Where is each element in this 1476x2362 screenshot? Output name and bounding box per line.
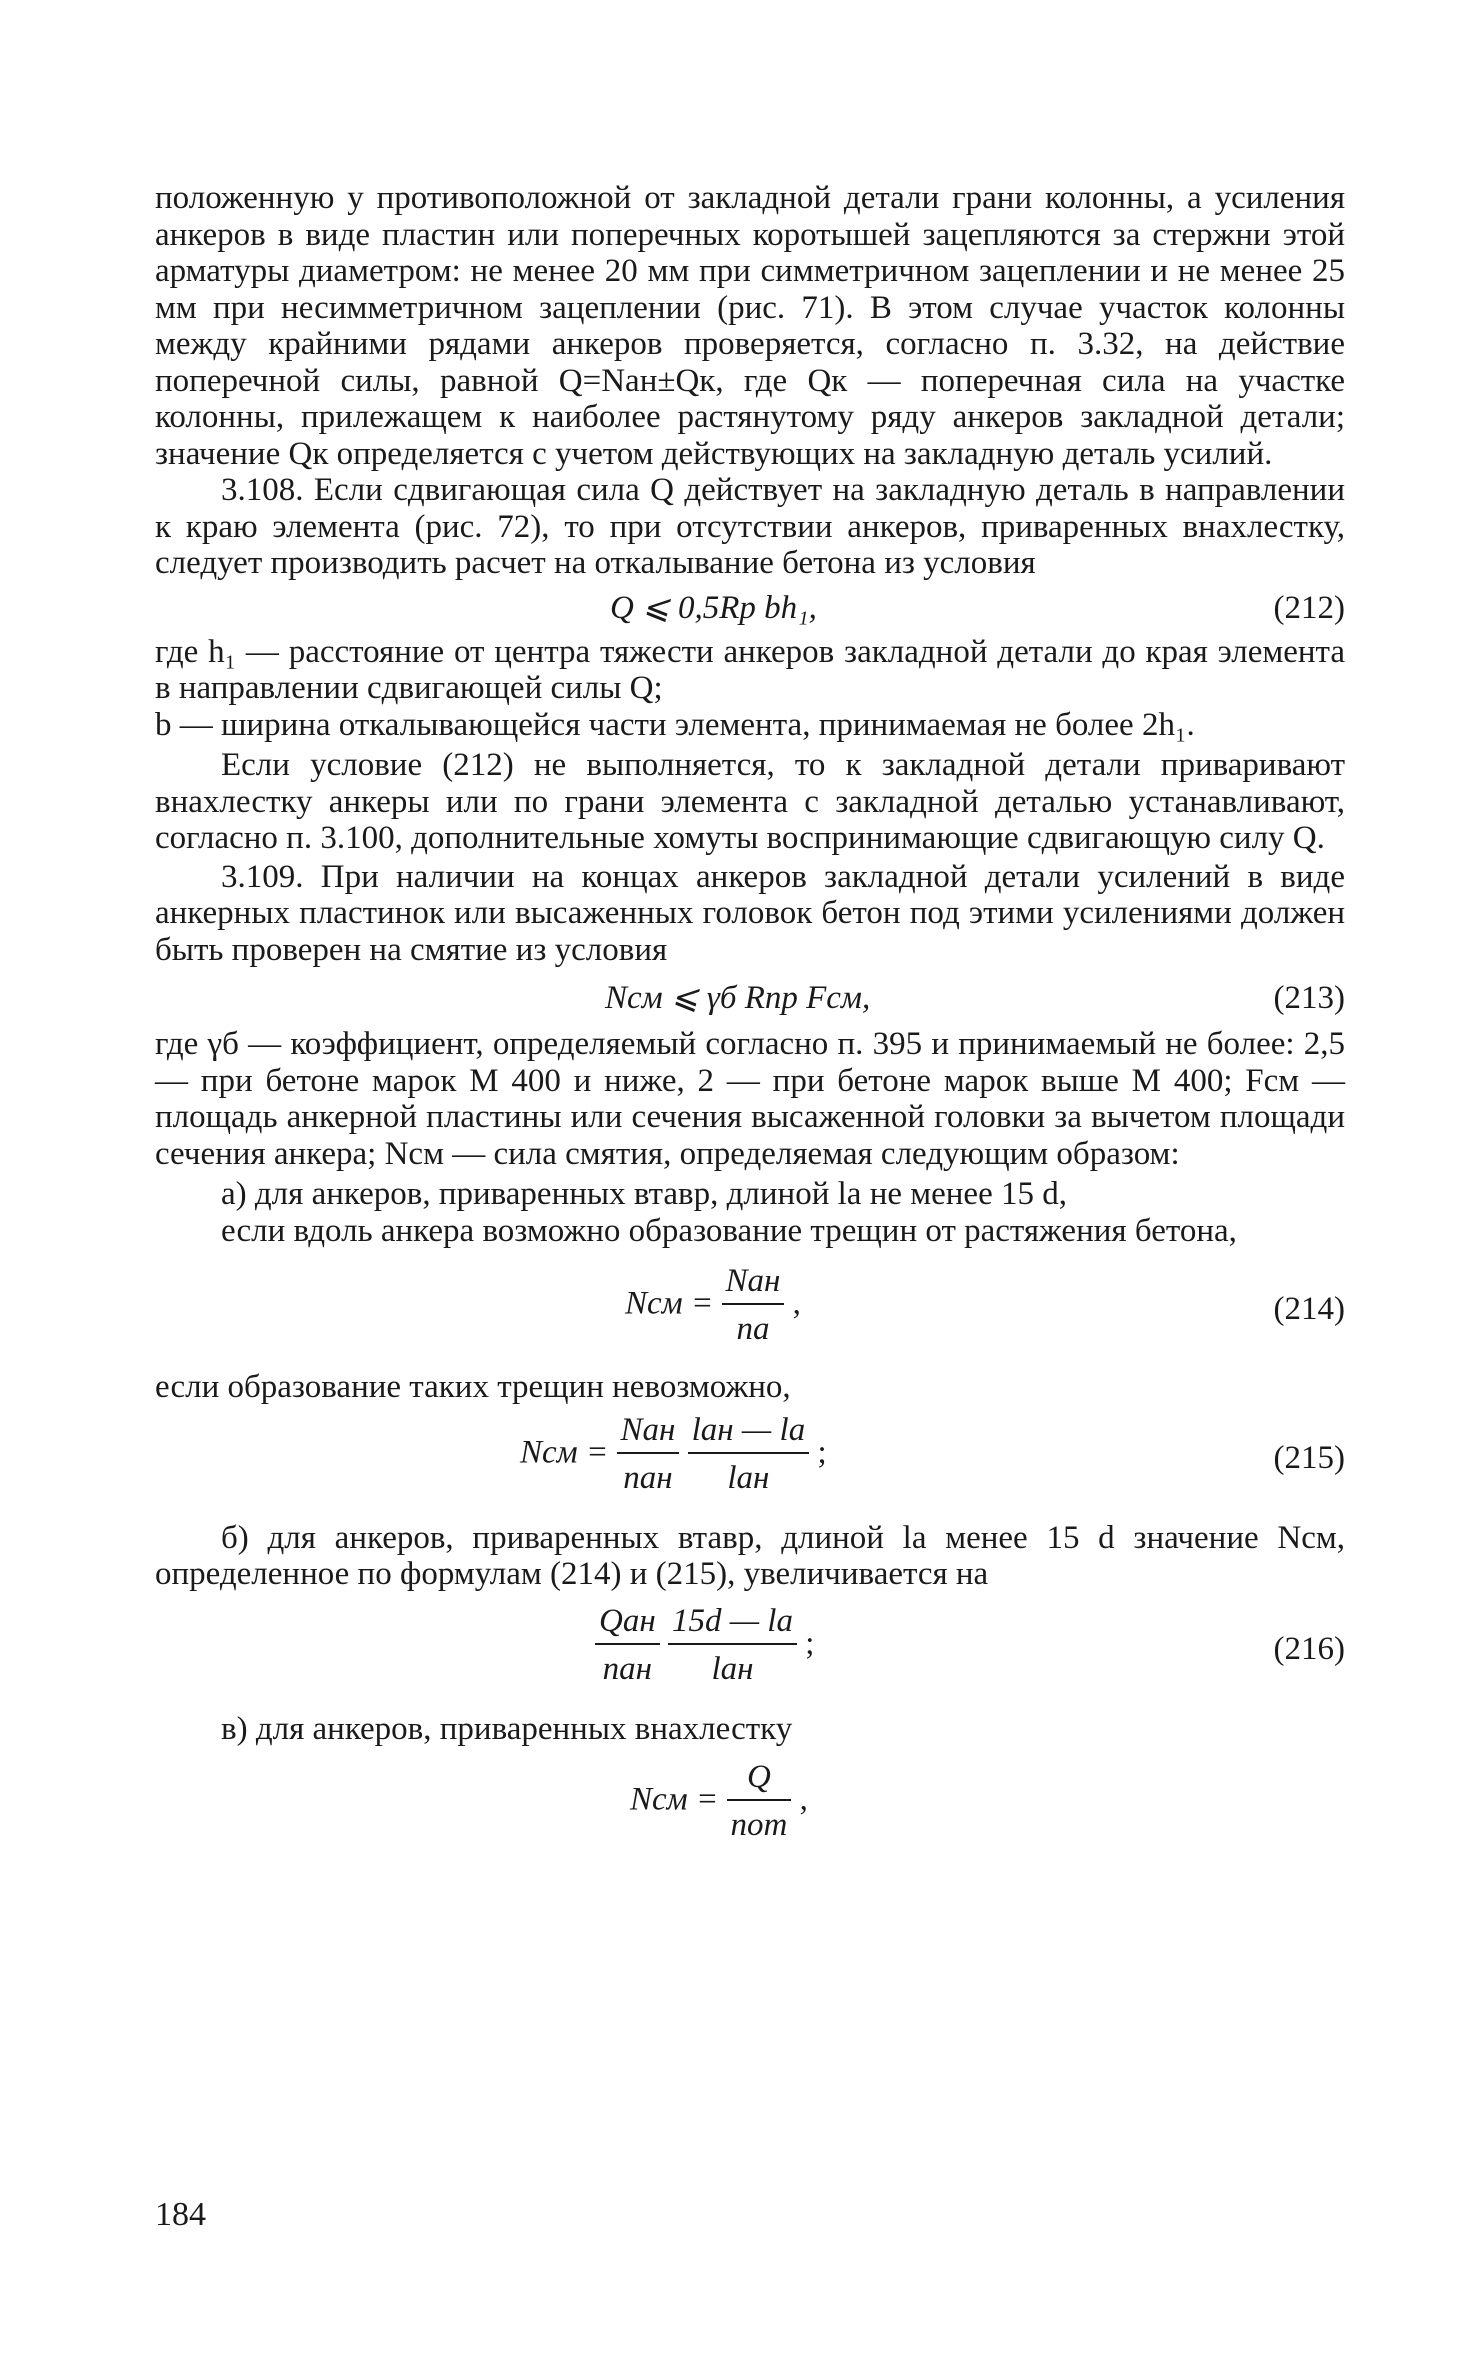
equation-216-fraction-1 bbox=[595, 1599, 660, 1693]
equation-217 bbox=[155, 1755, 1345, 1859]
equation-215-numerator-2: lан — lа bbox=[688, 1408, 810, 1454]
equation-215-denominator-1: nан bbox=[623, 1459, 673, 1496]
equation-216-denominator-2: lан bbox=[711, 1650, 754, 1687]
paragraph-no-cracks: если образование таких трещин невозможно, bbox=[155, 1369, 791, 1405]
equation-215-numerator-1: Nан bbox=[617, 1408, 680, 1454]
definition-b: b — ширина откалывающейся части элемента, принимаемая не более 2h₁. bbox=[155, 706, 1195, 743]
item-a: а) для анкеров, приваренных втавр, длиной lа не менее 15 d, bbox=[221, 1176, 1067, 1212]
definition-gamma: где γб — коэффициент, определяемый согласно п. 395 и принимаемый не более: 2,5 — при бетоне марок М 400 и ниже, 2 — при бетоне марок выше М 400; Fсм — площадь анкерной пластины или сечения высаженной головки за вычетом площади сечения анкера; Nсм — сила смятия, определяемая следующим образом: bbox=[155, 1026, 1345, 1172]
page-body bbox=[155, 180, 1345, 1859]
equation-214-numerator: Nан bbox=[722, 1259, 785, 1305]
equation-216-fraction-2 bbox=[668, 1599, 797, 1693]
equation-213 bbox=[155, 980, 1345, 1026]
equation-217-fraction bbox=[727, 1755, 792, 1849]
equation-217-lhs: Nсм = bbox=[630, 1781, 719, 1818]
equation-216-number: (216) bbox=[1273, 1630, 1345, 1667]
equation-213-number: (213) bbox=[1273, 980, 1345, 1016]
equation-215-tail: ; bbox=[817, 1434, 827, 1471]
item-b: б) для анкеров, приваренных втавр, длиной lа менее 15 d значение Nсм, определенное по формулам (214) и (215), увеличивается на bbox=[155, 1519, 1345, 1592]
equation-214-tail: , bbox=[792, 1285, 801, 1322]
paragraph-continuation: положенную у противоположной от закладной детали грани колонны, а усиления анкеров в виде пластин или поперечных коротышей зацепляются за стержни этой арматуры диаметром: не менее 20 мм при симметричном зацеплении и не менее 25 мм при несимметричном зацеплении (рис. 71). В этом случае участок колонны между крайними рядами анкеров проверяется, согласно п. 3.32, на действие поперечной силы, равной Q=Nан±Qк, где Qк — поперечная сила на участке колонны, прилежащем к наиболее растянутому ряду анкеров закладной детали; значение Qк определяется с учетом действующих на закладную деталь усилий. bbox=[155, 180, 1345, 472]
equation-215-lhs: Nсм = bbox=[520, 1434, 609, 1471]
paragraph-condition-212: Если условие (212) не выполняется, то к закладной детали приваривают внахлестку анкеры или по грани элемента с закладной деталью устанавливают, согласно п. 3.100, дополнительные хомуты воспринимающие сдвигающую силу Q. bbox=[155, 747, 1345, 856]
item-a-condition: если вдоль анкера возможно образование трещин от растяжения бетона, bbox=[221, 1212, 1237, 1249]
equation-213-expression: Nсм ⩽ γб Rпр Fсм, bbox=[605, 980, 871, 1016]
equation-216 bbox=[155, 1599, 1345, 1703]
equation-217-denominator: nот bbox=[730, 1807, 788, 1843]
equation-214-number: (214) bbox=[1273, 1291, 1345, 1327]
equation-217-numerator: Q bbox=[727, 1755, 792, 1801]
equation-212 bbox=[155, 590, 1345, 634]
equation-215-fraction-1 bbox=[617, 1408, 680, 1502]
equation-215-number: (215) bbox=[1273, 1439, 1345, 1476]
equation-216-numerator-2: 15d — lа bbox=[668, 1599, 797, 1645]
equation-215-denominator-2: lан bbox=[727, 1459, 770, 1496]
equation-214-fraction bbox=[722, 1259, 785, 1353]
equation-214-denominator: nа bbox=[736, 1311, 770, 1347]
equation-212-number: (212) bbox=[1273, 589, 1345, 626]
equation-216-denominator-1: nан bbox=[602, 1650, 653, 1687]
equation-214-lhs: Nсм = bbox=[625, 1285, 714, 1322]
equation-215-fraction-2 bbox=[688, 1408, 810, 1502]
equation-215 bbox=[155, 1408, 1345, 1512]
equation-216-numerator-1: Qан bbox=[595, 1599, 660, 1645]
item-v: в) для анкеров, приваренных внахлестку bbox=[221, 1710, 793, 1747]
equation-212-expression: Q ⩽ 0,5Rр bh₁, bbox=[610, 589, 817, 626]
paragraph-3-109: 3.109. При наличии на концах анкеров закладной детали усилений в виде анкерных пластинок или высаженных головок бетон под этими усилениями должен быть проверен на смятие из условия bbox=[155, 858, 1345, 968]
equation-214 bbox=[155, 1259, 1345, 1363]
page-number: 184 bbox=[155, 2196, 206, 2233]
definition-h1: где h₁ — расстояние от центра тяжести анкеров закладной детали до края элемента в направлении сдвигающей силы Q; bbox=[155, 633, 1345, 706]
paragraph-3-108: 3.108. Если сдвигающая сила Q действует на закладную деталь в направлении к краю элемента (рис. 72), то при отсутствии анкеров, приваренных внахлестку, следует производить расчет на откалывание бетона из условия bbox=[155, 472, 1345, 581]
equation-216-tail: ; bbox=[805, 1625, 815, 1662]
equation-217-tail: , bbox=[799, 1781, 808, 1818]
